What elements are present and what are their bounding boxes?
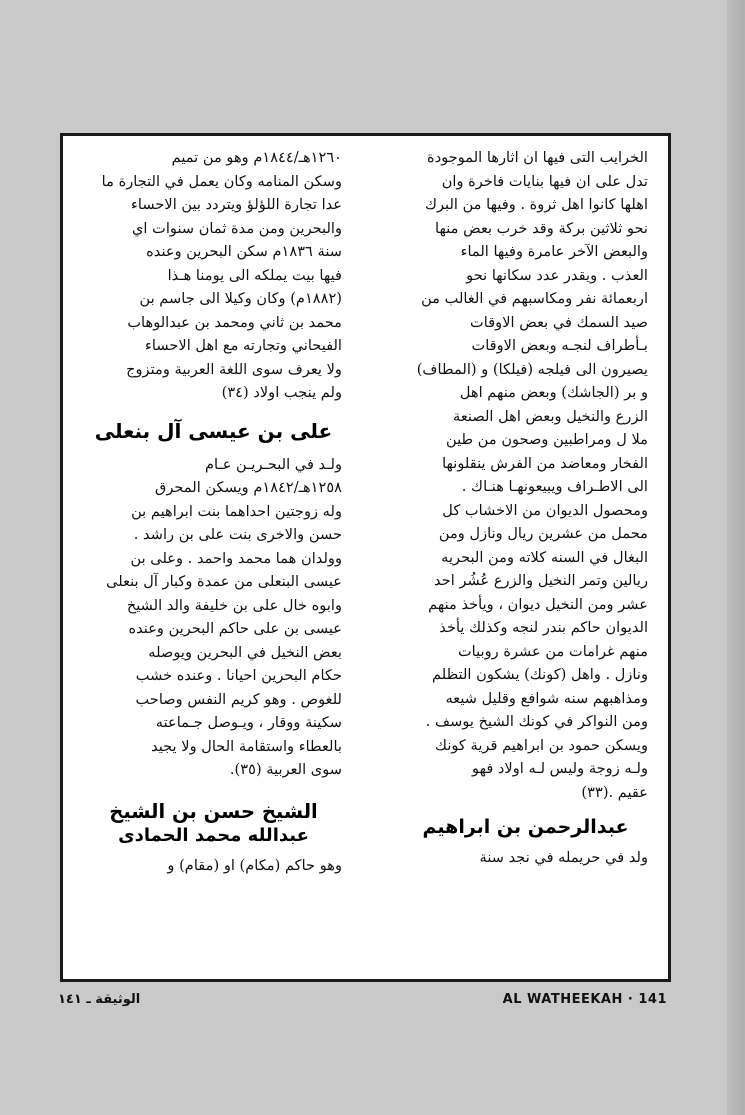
heading-ali-bin-issa: على بن عيسى آل بنعلى <box>94 418 333 443</box>
text-line: ونازل . واهل (كونك) يشكون التظلم <box>432 666 648 683</box>
text-line: حسن والاخرى بنت على بن راشد . <box>133 526 342 543</box>
text-line: بـأطراف لنجـه وبعض الاوقات <box>471 337 648 354</box>
text-line: الفخار ومعاضد من الفرش ينقلونها <box>442 454 648 472</box>
text-line: تدل على ان فيها بنايات فاخرة وان <box>441 172 648 190</box>
text-line: يصيرون الى فيلجه (فيلكا) و (المطاف) <box>416 360 648 378</box>
right-column-body-bottom <box>403 846 648 870</box>
text-line: سنة ١٨٣٦م سكن البحرين وعنده <box>146 243 342 260</box>
text-line: محمل من عشرين ريال ونازل ومن <box>438 525 648 542</box>
left-column-body-top <box>85 146 342 405</box>
text-line: فيها بيت يملكه الى يومنا هـذا <box>167 266 342 284</box>
text-line: حكام البحرين احيانا . وعنده خشب <box>135 667 342 684</box>
text-line: محمد بن ثاني ومحمد بن عبدالوهاب <box>127 313 342 331</box>
text-line: عيسى البنعلى من عمدة وكبار آل بنعلى <box>106 573 342 590</box>
text-line: منهم غرامات من عشرة روبيات <box>457 642 648 660</box>
text-line: اهلها كانوا اهل ثروة . وفيها من البرك <box>424 196 648 213</box>
text-line: والبحرين ومن مدة ثمان سنوات اي <box>132 219 342 237</box>
text-line: ومن النواكر في كونك الشيخ يوسف . <box>425 713 648 730</box>
text-line: وابوه خال على بن خليفة والد الشيخ <box>126 596 342 614</box>
text-line: نحو ثلاثين بركة وقد خرب بعض منها <box>435 219 648 237</box>
page-edge-shadow <box>727 0 745 1115</box>
right-column-body-top <box>403 146 648 804</box>
text-line: الزرع والنخيل وبعض اهل الصنعة <box>453 407 648 425</box>
left-column-body-bottom <box>85 854 342 878</box>
text-line: اربعمائة نفر ومكاسبهم في الغالب من <box>421 290 648 307</box>
text-line: ١٢٥٨هـ/١٨٤٢م ويسكن المحرق <box>155 479 342 496</box>
text-line: (١٨٨٢م) وكان وكيلا الى جاسم بن <box>139 290 342 307</box>
footer-english-page-number: AL WATHEEKAH · 141 <box>502 992 667 1007</box>
text-line: بعض النخيل في البحرين ويوصله <box>148 643 342 661</box>
text-line: العذب . ويقدر عدد سكانها نحو <box>466 266 648 284</box>
heading-sheikh-hasan-line2: عبدالله محمد الحمادى <box>118 824 309 846</box>
text-line: للغوص . وهو كريم النفس وصاحب <box>135 690 342 708</box>
text-line: ومحصول الديوان من الاخشاب كل <box>442 501 648 519</box>
text-line: ملا ل ومراطبين وصحون من طين <box>446 431 648 448</box>
heading-abdulrahman: عبدالرحمن بن ابراهيم <box>422 816 629 838</box>
text-line: وسكن المنامه وكان يعمل في التجارة ما <box>101 172 342 190</box>
right-column <box>403 146 648 969</box>
text-line: سكينة ووقار ، ويـوصل جـماعته <box>155 714 342 731</box>
text-line: ١٢٦٠هـ/١٨٤٤م وهو من تميم <box>171 149 342 166</box>
text-line: صيد السمك في بعض الاوقات <box>470 313 648 331</box>
text-line: بالعطاء واستقامة الحال ولا يجيد <box>151 737 342 755</box>
text-line: سوى العربية (٣٥). <box>229 761 342 778</box>
text-line: الخرايب التى فيها ان اثارها الموجودة <box>427 149 648 166</box>
text-line: عشر ومن النخيل ديوان ، ويأخذ منهم <box>428 595 648 613</box>
text-line: ريالين وتمر النخيل والزرع عُشُر احد <box>434 572 648 589</box>
text-line: وهو حاكم (مكام) او (مقام) و <box>167 856 342 874</box>
left-column-body-middle <box>85 453 342 782</box>
text-line: ولد في حريمله في نجد سنة <box>479 849 648 866</box>
left-column <box>85 146 342 969</box>
text-line: ولا يعرف سوى اللغة العربية ومتزوج <box>126 360 342 378</box>
text-line: الى الاطـراف ويبيعونهـا هنـاك . <box>461 478 648 495</box>
text-line: الفيحاني وتجارته مع اهل الاحساء <box>145 337 342 354</box>
text-line: ويسكن حمود بن ابراهيم قرية كونك <box>435 736 648 754</box>
text-line: عيسى بن على حاكم البحرين وعنده <box>128 620 342 637</box>
text-line: والبعض الآخر عامرة وفيها الماء <box>460 243 648 260</box>
text-line: الديوان حاكم بندر لنجه وكذلك يأخذ <box>439 619 648 636</box>
article-frame <box>60 133 671 982</box>
footer-arabic-page-number: الوثيقة ـ ١٤١ <box>58 992 141 1007</box>
heading-sheikh-hasan-line1: الشيخ حسن بن الشيخ <box>109 799 318 823</box>
text-line: عدا تجارة اللؤلؤ ويتردد بين الاحساء <box>131 196 342 213</box>
text-line: البغال في السنه كلاته ومن البحريه <box>441 548 648 566</box>
text-line: ولـد في البحـريـن عـام <box>204 455 342 473</box>
text-line: ومذاهبهم سنه شوافع وقليل شيعه <box>445 689 648 707</box>
text-line: ولـه زوجة وليس لـه اولاد فهو <box>472 760 648 777</box>
text-line: ولم ينجب اولاد (٣٤) <box>221 384 342 401</box>
text-line: وولدان هما محمد واحمد . وعلى بن <box>130 549 342 567</box>
text-line: وله زوجتين احداهما بنت ابراهيم بن <box>131 502 342 520</box>
text-line: و بر (الجاشك) وبعض منهم اهل <box>459 384 648 401</box>
text-line: عقيم .(٣٣) <box>581 783 648 801</box>
